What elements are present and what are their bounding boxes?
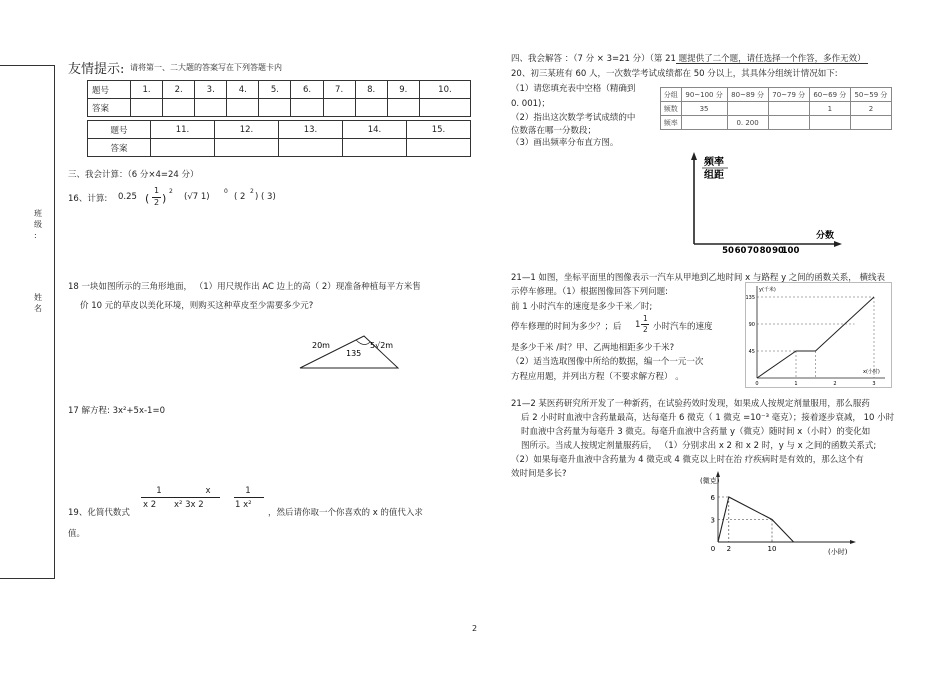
hist-tick-label: 80 bbox=[759, 246, 772, 256]
table-row bbox=[88, 139, 471, 157]
section4-heading: 四、我会解答 ：（7 分 × 3=21 分）（第 21 题提供了二个题，请任选择一个作答，多作无效） bbox=[511, 54, 866, 64]
answer-cell[interactable] bbox=[163, 99, 195, 117]
q18-line1: 18 一块如图所示的三角形地面， （1）用尺规作出 AC 边上的高（ 2）现准备种植每平方米售 bbox=[68, 282, 421, 292]
page-number: 2 bbox=[472, 624, 478, 633]
q20-line1: 20、初三某班有 60 人，一次数学考试成绩都在 50 分以上，其具体分组统计情况如下: bbox=[511, 69, 838, 79]
exponent: 0 bbox=[224, 188, 228, 195]
table-cell: 7. bbox=[323, 81, 355, 99]
table-row bbox=[661, 88, 892, 102]
q21-1-line3: 前 1 小时汽车的速度是多少千米／时; bbox=[511, 302, 653, 312]
q16-expr: 0.25 bbox=[118, 192, 137, 202]
section3-heading: 三、我会计算：（6 分×4=24 分） bbox=[68, 170, 199, 180]
q17-text: 17 解方程: 3x²+5x-1=0 bbox=[68, 406, 165, 416]
q16 bbox=[68, 186, 328, 210]
q21-1-line6: （2）适当选取图像中所给的数据，编一个一元一次 bbox=[511, 357, 704, 367]
answer-cell[interactable] bbox=[259, 99, 291, 117]
x-tick-label: 10 bbox=[767, 545, 777, 553]
q21-2-line1: 21—2 某医药研究所开发了一种新药，在试验药效时发现，如果成人按规定剂量服用，那么服药 bbox=[511, 399, 870, 409]
table-cell: 答案 bbox=[88, 139, 151, 157]
section4-underline bbox=[676, 63, 868, 64]
table-row bbox=[88, 81, 471, 99]
table-cell: 1. bbox=[131, 81, 163, 99]
table-cell: 8. bbox=[355, 81, 387, 99]
class-label: 班 级 : bbox=[34, 209, 42, 240]
answer-cell[interactable] bbox=[323, 99, 355, 117]
table-cell: 6. bbox=[291, 81, 323, 99]
answer-cell[interactable] bbox=[131, 99, 163, 117]
hist-tick-labels bbox=[722, 246, 799, 256]
table-cell: 12. bbox=[215, 121, 279, 139]
q21-2-line4: 图所示。当成人按规定剂量服药后， （1）分别求出 x 2 和 x 2 时，y 与 x 之间的函数关系式; bbox=[521, 441, 877, 451]
q21-1-line1: 21—1 如图，坐标平面里的图像表示一汽车从甲地到乙地时间 x 与路程 y 之间的函数关系， 横线表 bbox=[511, 273, 885, 283]
answer-cell[interactable] bbox=[355, 99, 387, 117]
hist-tick-label: 50 bbox=[722, 246, 734, 256]
x-tick-label: 3 bbox=[872, 381, 876, 387]
table-cell: 分组 bbox=[661, 88, 682, 102]
paren: ( bbox=[145, 192, 150, 205]
graph-xlabel: (小时) bbox=[828, 548, 848, 556]
table-cell: 70~79 分 bbox=[768, 88, 809, 102]
y-tick-label: 90 bbox=[748, 322, 755, 328]
answer-cell[interactable] bbox=[343, 139, 407, 157]
table-row bbox=[661, 116, 892, 130]
table-cell bbox=[727, 102, 768, 116]
hist-ylabel-top: 频率 bbox=[704, 157, 724, 168]
q16-label: 16、计算: bbox=[68, 194, 108, 204]
table-cell: 90~100 分 bbox=[681, 88, 727, 102]
table-cell: 频率 bbox=[661, 116, 682, 130]
q20-table bbox=[660, 87, 892, 130]
table-cell: 15. bbox=[407, 121, 471, 139]
tri-label-angle: 135 bbox=[346, 349, 362, 358]
table-cell: 频数 bbox=[661, 102, 682, 116]
answer-cell[interactable] bbox=[151, 139, 215, 157]
frac-num: 1 bbox=[156, 486, 162, 496]
answer-cell[interactable] bbox=[419, 99, 470, 117]
table-cell: 13. bbox=[279, 121, 343, 139]
answer-cell[interactable] bbox=[195, 99, 227, 117]
part3: ( 2 bbox=[234, 192, 246, 202]
frac-den: x² 3x 2 bbox=[174, 500, 204, 510]
q21-1-line4 bbox=[511, 314, 741, 338]
hist-tick-label: 70 bbox=[747, 246, 759, 256]
tick-labels bbox=[745, 295, 875, 387]
sqrt-part: (√7 1) bbox=[184, 192, 210, 202]
graph-ylabel: y(千米) bbox=[759, 287, 776, 293]
binding-strip bbox=[0, 65, 55, 579]
answer-cell[interactable] bbox=[227, 99, 259, 117]
table-cell: 答案 bbox=[88, 99, 131, 117]
x-tick-label: 1 bbox=[794, 381, 798, 387]
table-cell: 2 bbox=[850, 102, 891, 116]
x-tick-label: 0 bbox=[755, 381, 759, 387]
table-cell: 题号 bbox=[88, 121, 151, 139]
hint-text: 请将第一、二大题的答案写在下列答题卡内 bbox=[130, 63, 282, 72]
table-cell bbox=[809, 116, 850, 130]
frac-num: 1 bbox=[245, 486, 251, 496]
q21-1-line2: 示停车修理。（1）根据图像回答下列问题: bbox=[511, 287, 669, 297]
x-tick-label: 2 bbox=[833, 381, 837, 387]
table-cell: 80~89 分 bbox=[727, 88, 768, 102]
q21-2-line6: 效时间是多长? bbox=[511, 469, 567, 479]
frac-den: 2 bbox=[643, 325, 648, 334]
q19-label: 19、化简代数式 bbox=[68, 508, 130, 518]
frac-num: x bbox=[205, 486, 211, 496]
q21-1-line4b: 小时汽车的速度 bbox=[653, 322, 713, 332]
hist-xlabel: 分数 bbox=[816, 231, 835, 241]
table-row bbox=[88, 99, 471, 117]
table-cell: 11. bbox=[151, 121, 215, 139]
y-tick-label: 6 bbox=[710, 494, 715, 502]
mixed-whole: 1 bbox=[635, 320, 641, 330]
tri-label-a: 20m bbox=[312, 341, 330, 350]
hint-title: 友情提示: bbox=[68, 62, 125, 77]
q21-1-line7: 方程应用题，并列出方程（不要求解方程） 。 bbox=[511, 372, 684, 382]
answer-table-row1 bbox=[87, 80, 471, 117]
table-cell bbox=[850, 116, 891, 130]
table-cell: 14. bbox=[343, 121, 407, 139]
q19-tail: ，然后请你取一个你喜欢的 x 的值代入求 bbox=[268, 508, 423, 518]
table-cell: 10. bbox=[419, 81, 470, 99]
q21-2-graph bbox=[700, 470, 860, 558]
table-cell: 3. bbox=[195, 81, 227, 99]
graph-ylabel: (微克) bbox=[700, 477, 720, 485]
hist-tick-label: 90 bbox=[772, 246, 784, 256]
q21-2-line2: 后 2 小时时血液中含药量最高，达每毫升 6 微克（ 1 微克 =10⁻³ 毫克）；接着逐步衰减， 10 小时 bbox=[521, 413, 895, 423]
frac-num: 1 bbox=[154, 186, 160, 195]
answer-table-row2 bbox=[87, 120, 471, 157]
x-tick-label: 2 bbox=[726, 545, 732, 553]
q21-2-line3: 时血液中含药量为每毫升 3 微克。每毫升血液中含药量 y（微克）随时间 x（小时）的变化如 bbox=[521, 427, 871, 437]
hist-tick-label: 100 bbox=[781, 246, 800, 256]
frac-bar bbox=[141, 497, 175, 498]
x-tick-label: 0 bbox=[710, 545, 716, 553]
answer-cell[interactable] bbox=[407, 139, 471, 157]
table-cell: 50~59 分 bbox=[850, 88, 891, 102]
q20-line3: 0. 001)； bbox=[511, 99, 550, 109]
name-label: 姓 名 bbox=[34, 293, 42, 313]
paren: ) bbox=[162, 192, 167, 205]
frac-num: 1 bbox=[643, 314, 648, 323]
y-tick-label: 3 bbox=[710, 516, 715, 525]
answer-cell[interactable] bbox=[279, 139, 343, 157]
hist-tick-label: 60 bbox=[734, 246, 747, 256]
table-cell: 5. bbox=[259, 81, 291, 99]
triangle-figure bbox=[298, 324, 402, 372]
tick-labels bbox=[711, 494, 777, 553]
x-arrow bbox=[834, 241, 842, 247]
table-row bbox=[661, 102, 892, 116]
tri-label-b: 5√2m bbox=[370, 341, 394, 350]
frac-bar bbox=[234, 497, 264, 498]
answer-cell[interactable] bbox=[387, 99, 419, 117]
frac-den: 2 bbox=[154, 198, 160, 207]
table-cell: 2. bbox=[163, 81, 195, 99]
q18-line2: 价 10 元的草皮以美化环境，则购买这种草皮至少需要多少元? bbox=[80, 301, 314, 311]
table-row bbox=[88, 121, 471, 139]
q21-2-line5: （2）如果每毫升血液中含药量为 4 微克或 4 微克以上时在治 疗疾病时是有效的，那么这个有 bbox=[511, 455, 864, 465]
answer-cell[interactable] bbox=[215, 139, 279, 157]
table-cell: 9. bbox=[387, 81, 419, 99]
table-cell: 题号 bbox=[88, 81, 131, 99]
q19-line2: 值。 bbox=[68, 529, 86, 539]
answer-cell[interactable] bbox=[291, 99, 323, 117]
q21-1-line4a: 停车修理的时间为多少？；后 bbox=[511, 322, 622, 332]
q20-line6: （3）画出频率分布直方图。 bbox=[511, 138, 619, 148]
x-arrow bbox=[850, 540, 856, 544]
exponent: 2 bbox=[250, 188, 254, 195]
q20-line2: （1）请您填充表中空格（精确到 bbox=[511, 84, 636, 94]
table-cell bbox=[768, 102, 809, 116]
table-cell: 35 bbox=[681, 102, 727, 116]
y-tick-label: 135 bbox=[745, 295, 755, 301]
table-cell: 0. 200 bbox=[727, 116, 768, 130]
frac-den: x 2 bbox=[143, 500, 157, 510]
q20-line5: 位数落在哪一分数段； bbox=[511, 126, 597, 136]
table-cell: 1 bbox=[809, 102, 850, 116]
distance-time-line bbox=[757, 297, 874, 378]
angle-arc bbox=[356, 340, 370, 345]
y-arrow bbox=[691, 152, 697, 160]
q21-1-graph bbox=[745, 282, 892, 388]
table-cell: 60~69 分 bbox=[809, 88, 850, 102]
part4: ) ( 3) bbox=[255, 192, 276, 202]
table-cell bbox=[681, 116, 727, 130]
table-cell bbox=[768, 116, 809, 130]
q21-1-line5: 是多少千米 /时？甲、乙两地相距多少千米? bbox=[511, 343, 675, 353]
q20-line4: （2）指出这次数学考试成绩的中 bbox=[511, 113, 636, 123]
y-tick-label: 45 bbox=[748, 349, 755, 355]
graph-xlabel: x(小时) bbox=[863, 369, 880, 375]
hist-ylabel-bottom: 组距 bbox=[704, 170, 724, 181]
q20-histogram bbox=[676, 150, 846, 258]
frac-bar bbox=[172, 497, 220, 498]
frac-den: 1 x² bbox=[235, 500, 252, 510]
exponent: 2 bbox=[169, 188, 173, 195]
q19 bbox=[68, 484, 468, 524]
table-cell: 4. bbox=[227, 81, 259, 99]
guide-lines bbox=[718, 497, 772, 542]
